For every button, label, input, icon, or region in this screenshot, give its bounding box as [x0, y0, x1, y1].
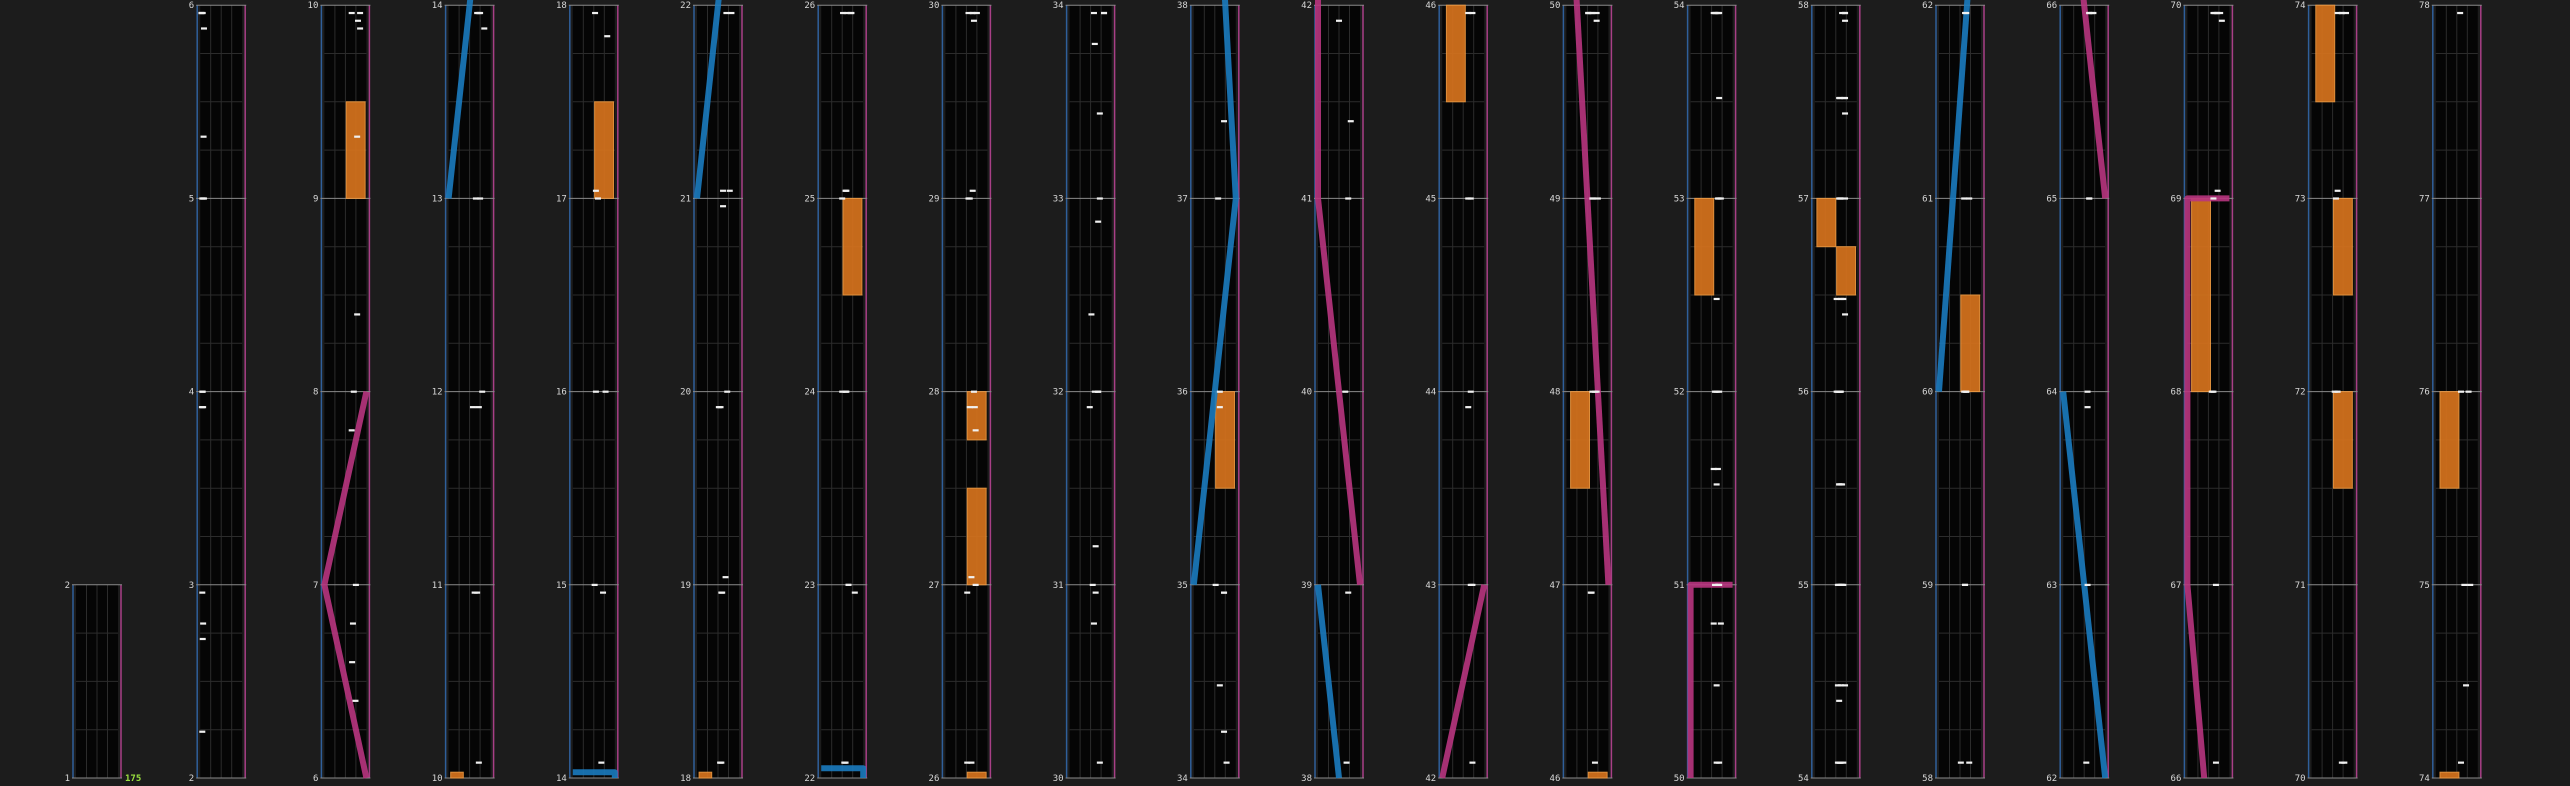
tap-note	[201, 27, 207, 29]
measure-number: 7	[312, 580, 319, 591]
measure-number: 74	[2418, 774, 2430, 784]
measure-number: 24	[804, 387, 816, 398]
measure-number: 28	[928, 387, 940, 398]
tap-note	[720, 190, 726, 192]
tap-note	[720, 205, 726, 207]
hold-note	[1446, 5, 1465, 102]
measure-number: 56	[1797, 387, 1809, 398]
tap-note	[1711, 622, 1717, 624]
tap-note	[1468, 391, 1474, 393]
measure-number: 57	[1797, 194, 1809, 205]
measure-number: 15	[555, 580, 567, 591]
tap-note	[1342, 391, 1348, 393]
tap-note	[1595, 197, 1601, 199]
tap-note	[1468, 197, 1474, 199]
tap-note	[1958, 762, 1964, 764]
tap-note	[1842, 684, 1848, 686]
measure-number: 43	[1425, 580, 1437, 591]
tap-note	[473, 197, 479, 199]
measure-number: 75	[2418, 580, 2430, 591]
measure-number: 10	[431, 774, 443, 784]
measure-number: 45	[1425, 194, 1437, 205]
tap-note	[1344, 762, 1350, 764]
measure-number: 26	[928, 774, 940, 784]
tap-note	[593, 190, 599, 192]
tap-note	[349, 429, 355, 431]
measure-number: 71	[2294, 580, 2306, 591]
measure-number: 10	[307, 1, 319, 12]
tap-note	[843, 762, 849, 764]
measure-number: 53	[1673, 194, 1685, 205]
tap-note	[968, 762, 974, 764]
measure-number: 74	[2294, 1, 2306, 12]
measure-number: 36	[1176, 387, 1188, 398]
tap-note	[972, 406, 978, 408]
tap-note	[200, 638, 206, 640]
tap-note	[355, 20, 361, 22]
measure-number: 37	[1176, 194, 1188, 205]
measure-number: 66	[2170, 774, 2182, 784]
tap-note	[967, 197, 973, 199]
tap-note	[1468, 584, 1474, 586]
tap-note	[199, 406, 205, 408]
tap-note	[723, 576, 729, 578]
measure-number: 12	[431, 387, 443, 398]
tap-note	[604, 35, 610, 37]
measure-number: 59	[1922, 580, 1933, 591]
tap-note	[351, 391, 357, 393]
tap-note	[1712, 391, 1718, 393]
tap-note	[1585, 12, 1591, 14]
tap-note	[728, 12, 734, 14]
measure-number: 67	[2170, 580, 2182, 591]
measure-number: 54	[1797, 774, 1809, 784]
measure-number: 78	[2418, 1, 2430, 12]
measure-number: 55	[1797, 580, 1809, 591]
hold-note	[1837, 247, 1856, 295]
tap-note	[472, 592, 478, 594]
tap-note	[1842, 97, 1848, 99]
tap-note	[1093, 592, 1099, 594]
tap-note	[357, 12, 363, 14]
tap-note	[1345, 592, 1351, 594]
tap-note	[1221, 120, 1227, 122]
tap-note	[1966, 197, 1972, 199]
tap-note	[1836, 483, 1842, 485]
measure-number: 5	[188, 194, 195, 205]
tap-note	[1962, 12, 1968, 14]
tap-note	[470, 406, 476, 408]
tap-note	[349, 12, 355, 14]
hold-note	[2440, 772, 2459, 778]
tap-note	[1465, 12, 1471, 14]
tap-note	[476, 12, 482, 14]
measure-number: 64	[2046, 387, 2058, 398]
tap-note	[2085, 406, 2091, 408]
tap-note	[1592, 391, 1598, 393]
tap-note	[1224, 762, 1230, 764]
measure-number: 77	[2418, 194, 2430, 205]
tap-note	[727, 190, 733, 192]
tap-note	[852, 592, 858, 594]
measure-number: 63	[2046, 580, 2058, 591]
tap-note	[1101, 12, 1107, 14]
measure-number: 76	[2418, 387, 2430, 398]
tap-note	[2458, 762, 2464, 764]
tap-note	[1842, 313, 1848, 315]
tap-note	[2457, 12, 2463, 14]
hold-note	[967, 392, 986, 440]
tap-note	[1221, 592, 1227, 594]
measure-number: 34	[1052, 1, 1064, 12]
tap-note	[199, 731, 205, 733]
hold-note	[1588, 772, 1607, 778]
tap-note	[592, 584, 598, 586]
hold-note	[967, 488, 986, 585]
measure-number: 70	[2170, 1, 2182, 12]
measure-number: 22	[680, 1, 691, 12]
tap-note	[201, 197, 207, 199]
tap-note	[1594, 20, 1600, 22]
measure-number: 22	[804, 774, 816, 784]
measure-number: 58	[1797, 1, 1809, 12]
tap-note	[476, 406, 482, 408]
tap-note	[1221, 731, 1227, 733]
measure-number: 38	[1176, 1, 1188, 12]
tap-note	[1838, 391, 1844, 393]
tap-note	[973, 429, 979, 431]
hold-note	[2192, 198, 2211, 391]
tap-note	[2086, 12, 2092, 14]
tap-note	[971, 20, 977, 22]
tap-note	[843, 391, 849, 393]
tap-note	[2083, 762, 2089, 764]
measure-number: 58	[1922, 774, 1933, 784]
tap-note	[2339, 762, 2345, 764]
tap-note	[1835, 584, 1841, 586]
measure-number: 46	[1549, 774, 1561, 784]
measure-number: 14	[431, 1, 443, 12]
tap-note	[1714, 684, 1720, 686]
measure-number: 46	[1425, 1, 1437, 12]
tap-note	[964, 592, 970, 594]
measure-number: 2	[188, 774, 195, 784]
hold-note	[1571, 392, 1590, 489]
tap-note	[354, 136, 360, 138]
measure-number: 39	[1301, 580, 1312, 591]
measure-number: 14	[555, 774, 567, 784]
tap-note	[718, 592, 724, 594]
tap-note	[479, 391, 485, 393]
measure-number: 50	[1673, 774, 1685, 784]
tap-note	[1348, 120, 1354, 122]
tap-note	[1213, 584, 1219, 586]
hold-note	[2440, 392, 2459, 489]
tap-note	[1217, 391, 1223, 393]
tap-note	[481, 27, 487, 29]
tap-note	[349, 661, 355, 663]
measure-number: 40	[1301, 387, 1312, 398]
hold-note	[699, 772, 712, 778]
tap-note	[843, 190, 849, 192]
tap-note	[970, 190, 976, 192]
tap-note	[603, 391, 609, 393]
measure-number: 60	[1922, 387, 1933, 398]
tap-note	[971, 391, 977, 393]
tap-note	[2217, 12, 2223, 14]
tap-note	[839, 197, 845, 199]
tap-note	[1716, 762, 1722, 764]
tap-note	[600, 592, 606, 594]
tap-note	[1090, 584, 1096, 586]
measure-number: 30	[1052, 774, 1064, 784]
tap-note	[200, 622, 206, 624]
tap-note	[1097, 197, 1103, 199]
measure-number: 18	[680, 774, 691, 784]
bpm-label: 175	[125, 774, 142, 784]
tap-note	[2339, 12, 2345, 14]
hold-note	[2316, 5, 2335, 102]
measure-number: 9	[312, 194, 319, 205]
measure-number: 48	[1549, 387, 1561, 398]
tap-note	[2467, 584, 2473, 586]
tap-note	[1838, 762, 1844, 764]
hold-note	[451, 772, 464, 778]
tap-note	[2215, 190, 2221, 192]
measure-number: 6	[312, 774, 319, 784]
hold-note	[843, 198, 862, 295]
tap-note	[1838, 298, 1844, 300]
tap-note	[1842, 20, 1848, 22]
measure-number: 31	[1052, 580, 1064, 591]
tap-note	[1465, 406, 1471, 408]
measure-number: 23	[804, 580, 816, 591]
measure-number: 29	[928, 194, 940, 205]
measure-number: 2	[64, 580, 70, 591]
measure-number: 1	[64, 774, 70, 784]
tap-note	[350, 622, 356, 624]
measure-number: 65	[2046, 194, 2058, 205]
tap-note	[199, 592, 205, 594]
tap-note	[354, 313, 360, 315]
hold-note	[2333, 198, 2352, 295]
measure-number: 35	[1176, 580, 1188, 591]
tap-note	[1217, 684, 1223, 686]
hold-note	[1695, 198, 1714, 295]
tap-note	[717, 762, 723, 764]
measure-number: 34	[1176, 774, 1188, 784]
tap-note	[1088, 313, 1094, 315]
tap-note	[1091, 12, 1097, 14]
hold-note	[346, 102, 365, 199]
measure-number: 52	[1673, 387, 1685, 398]
tap-note	[2210, 197, 2216, 199]
measure-number: 19	[680, 580, 691, 591]
tap-note	[840, 12, 846, 14]
measure-number: 73	[2294, 194, 2306, 205]
tap-note	[1842, 112, 1848, 114]
measure-number: 4	[188, 387, 195, 398]
measure-number: 44	[1425, 387, 1437, 398]
tap-note	[200, 391, 206, 393]
measure-number: 21	[680, 194, 691, 205]
measure-number: 68	[2170, 387, 2182, 398]
tap-note	[1095, 221, 1101, 223]
hold-note	[1817, 198, 1836, 246]
tap-note	[592, 12, 598, 14]
measure-number: 8	[312, 387, 319, 398]
tap-note	[1092, 43, 1098, 45]
tap-note	[1589, 592, 1595, 594]
tap-note	[973, 584, 979, 586]
measure-number: 27	[928, 580, 940, 591]
measure-number: 42	[1301, 1, 1312, 12]
tap-note	[1589, 197, 1595, 199]
measure-number: 66	[2046, 1, 2058, 12]
measure-number: 51	[1673, 580, 1685, 591]
tap-note	[2219, 20, 2225, 22]
measure-number: 62	[2046, 774, 2058, 784]
tap-note	[595, 197, 601, 199]
measure-number: 18	[555, 1, 567, 12]
tap-note	[1711, 468, 1717, 470]
measure-number: 42	[1425, 774, 1437, 784]
measure-number: 25	[804, 194, 816, 205]
tap-note	[1718, 622, 1724, 624]
tap-note	[1345, 197, 1351, 199]
tap-note	[1716, 97, 1722, 99]
tap-note	[2335, 190, 2341, 192]
measure-number: 32	[1052, 387, 1064, 398]
tap-note	[1091, 622, 1097, 624]
hold-note	[595, 102, 614, 199]
measure-number: 72	[2294, 387, 2306, 398]
measure-number: 62	[1922, 1, 1933, 12]
measure-number: 3	[188, 580, 195, 591]
hold-note	[1961, 295, 1980, 392]
tap-note	[593, 391, 599, 393]
tap-note	[476, 762, 482, 764]
measure-number: 6	[188, 1, 195, 12]
measure-number: 38	[1301, 774, 1312, 784]
measure-number: 16	[555, 387, 567, 398]
measure-number: 33	[1052, 194, 1064, 205]
measure-number: 50	[1549, 1, 1561, 12]
tap-note	[1836, 700, 1842, 702]
tap-note	[1336, 20, 1342, 22]
tap-note	[357, 27, 363, 29]
measure-number: 54	[1673, 1, 1685, 12]
tap-note	[2461, 584, 2467, 586]
measure-number: 30	[928, 1, 940, 12]
tap-note	[2086, 197, 2092, 199]
tap-note	[2333, 197, 2339, 199]
tap-note	[1963, 391, 1969, 393]
tap-note	[2085, 584, 2091, 586]
measure-number: 17	[555, 194, 567, 205]
tap-note	[1097, 112, 1103, 114]
tap-note	[1714, 298, 1720, 300]
tap-note	[200, 12, 206, 14]
tap-note	[352, 700, 358, 702]
measure-number: 20	[680, 387, 691, 398]
tap-note	[1217, 406, 1223, 408]
hold-note	[2333, 392, 2352, 489]
tap-note	[353, 584, 359, 586]
measure-number: 41	[1301, 194, 1312, 205]
tap-note	[1097, 762, 1103, 764]
tap-note	[1215, 197, 1221, 199]
tap-note	[2213, 762, 2219, 764]
tap-note	[2463, 684, 2469, 686]
tap-note	[846, 584, 852, 586]
tap-note	[1836, 97, 1842, 99]
tap-note	[1592, 762, 1598, 764]
hold-layer	[329, 0, 2459, 778]
measure-number: 13	[431, 194, 443, 205]
tap-note	[2466, 391, 2472, 393]
tap-note	[1469, 762, 1475, 764]
tap-note	[1715, 584, 1721, 586]
tap-note	[970, 12, 976, 14]
measure-number: 26	[804, 1, 816, 12]
measure-number: 49	[1549, 194, 1561, 205]
tap-note	[2085, 391, 2091, 393]
measure-number: 11	[431, 580, 443, 591]
tap-note	[598, 762, 604, 764]
tap-note	[2213, 584, 2219, 586]
tap-note	[1715, 197, 1721, 199]
tap-note	[1087, 406, 1093, 408]
tap-note	[1842, 12, 1848, 14]
tap-note	[1962, 584, 1968, 586]
tap-note	[2458, 391, 2464, 393]
tap-note	[716, 406, 722, 408]
measure-number: 69	[2170, 194, 2182, 205]
tap-note	[1842, 197, 1848, 199]
tap-note	[1714, 483, 1720, 485]
tap-note	[1093, 545, 1099, 547]
tap-note	[2335, 391, 2341, 393]
tap-note	[2209, 391, 2215, 393]
tap-note	[1095, 391, 1101, 393]
measure-number: 47	[1549, 580, 1561, 591]
tap-note	[1966, 762, 1972, 764]
tap-note	[1712, 12, 1718, 14]
tap-note	[201, 136, 207, 138]
hold-note	[967, 772, 986, 778]
measure-number: 70	[2294, 774, 2306, 784]
tap-note	[968, 576, 974, 578]
measure-number: 61	[1922, 194, 1933, 205]
tap-note	[724, 391, 730, 393]
